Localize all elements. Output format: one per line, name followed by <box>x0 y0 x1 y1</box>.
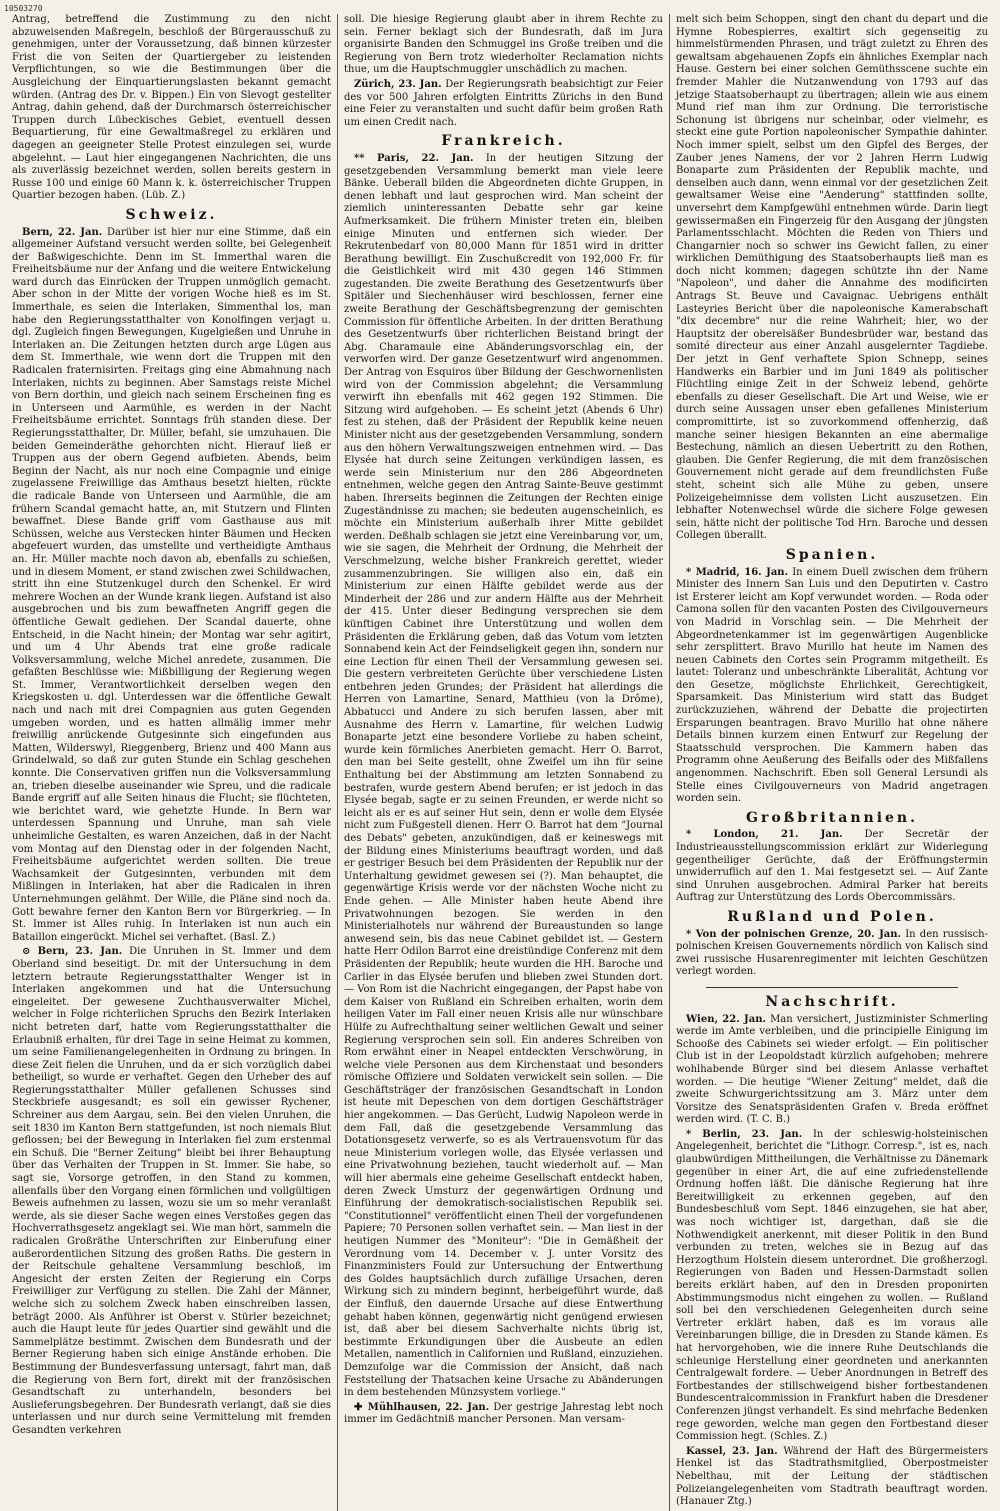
dateline: ✚ Mühlhausen, 22. Jan. <box>354 1401 490 1413</box>
paragraph-text: Während der Haft des Bürgermeisters Henkel ist das Stadtrathsmitglied, Oberpostmeister Nebelthau, mit der Leitung der städtischen Polizeiangelegenheiten vom Stadtrath beauftragt worden. (Hanauer Ztg.) <box>676 1445 988 1508</box>
article-paragraph <box>12 946 331 1437</box>
column-1 <box>6 14 338 1511</box>
section-divider <box>706 987 958 988</box>
section-heading: Nachschrift. <box>765 993 899 1010</box>
dateline: Bern, 22. Jan. <box>22 226 103 238</box>
paragraph-text: Der Regierungsrath beabsichtigt zur Feier des vor 500 Jahren erfolgten Eintritts Zürichs in den Bund eine Feier zu veranstalten und sucht dafür beim großen Rath um einen Credit nach. <box>344 78 663 128</box>
dateline: * London, 21. Jan. <box>686 829 843 841</box>
section-heading: Rußland und Polen. <box>727 908 937 925</box>
paragraph-text: melt sich beim Schoppen, singt den chant du depart und die Hymne Robespierres, exaltirt sich gegenseitig zu himmelstürmenden Phrasen, und trägt zuletzt zu Ehren des gewaltsam abgehauenen Zopfs ein ähnliches Exemplar nach Hause. Gestern bei einer solchen Gemüthsscene suchte ein fremder Mahler die Nutzanwendung von 1793 auf das jetzige Staatsoberhaupt zu übertragen; allein wie aus einem Mund rief man ihm zur Ordnung. Die terroristische Schonung ist übrigens nur scheinbar, oder vielmehr, es steckt eine gute Portion napoleonischer Sympathie dahinter. Noch immer spielt, selbst um den Gipfel des Berges, der Zauber jenes Namens, der vor 2 Jahren Herrn Ludwig Bonaparte zum Präsidenten der Republik machte, und denselben auch dann, wenn einmal vor der gesetzlichen Zeit gewaltsamer Weise eine "Aenderung" stattfinden sollte, unversehrt dem Kampfgewühl entnehmen würde. Darin liegt gewissermaßen ein Fingerzeig für den Ausgang der jüngsten Parlamentsschlacht. Möchten die Reden von Thiers und Changarnier noch so schwer ins Gewicht fallen, zu einer wirklichen Demüthigung des Staatsoberhaupts ließ man es doch nicht kommen; dagegen schützte ihn der Name "Napoleon", und daher die Annahme des modificirten Antrags St. Beuve und Cavaignac. Uebrigens enthält Lasteyries Bericht über die napoleonische Kamerabschaft "dix decembre" nur die reine Wahrheit; hier, wo der Hauptsitz der oberelsäßer Bundesbrüder war, bestand das somité directeur aus einer Anzahl ausgelernter Tagdiebe. Der jetzt in Genf verhaftete Spion Schnepp, seines Handwerks ein Barbier und im Juni 1849 als politischer Flüchtling einige Zeit in der Schweiz lebend, gehörte ebenfalls zu dieser Gesellschaft. Die Art und Weise, wie er durch seine Aussagen unser eben gefallenes Ministerium compromittirte, ist so zuvorkommend offenherzig, daß manche seiner hiesigen Bekannten an eine abermalige Bestechung, nämlich an diesen Uebertritt zu den Rothen, glauben. Die Genfer Regierung, die mit dem französischen Gouvernement nicht gerade auf dem freundlichsten Fuße steht, scheint sich alle Mühe zu geben, unsere Polizeigeheimnisse dem vollsten Licht auszusetzen. Ein lebhafter Notenwechsel würde die sichere Folge gewesen sein, hätte nicht der politische Tod Hrn. Baroche und dessen Collegen überallt. <box>676 14 988 542</box>
dateline: Zürich, 23. Jan. <box>354 78 442 90</box>
article-paragraph <box>344 153 663 1400</box>
column-3 <box>670 14 994 1511</box>
paragraph-text: Antrag, betreffend die Zustimmung zu den nicht abzuweisenden Maßregeln, beschloß der Bürgerausschuß zu genehmigen, unter der Voraussetzung, daß binnen kürzester Frist die von Seiten der Quartiergeber zu leistenden Verpflichtungen, so wie die Bestimmungen über die Ausgleichung der Einquartierungslasten bekannt gemacht würden. (Antrag des Dr. v. Bippen.) Ein von Slevogt gestellter Antrag, dahin gehend, daß der Durchmarsch österreichischer Truppen durch Lübeckisches Gebiet, eventuell dessen Bequartierung, für eine Gewaltmaßregel zu erklären und dagegen an geeigneter Stelle Protest einzulegen sei, wurde abgelehnt. — Laut hier eingegangenen Nachrichten, die uns als zuverlässig bezeichnet werden, sollen bereits gestern in Russe 100 und einige 60 Mann k. k. österreichischer Truppen Quartier bezogen haben. (Lüb. Z.) <box>12 14 331 202</box>
article-paragraph <box>344 1402 663 1427</box>
paragraph-text: soll. Die hiesige Regierung glaubt aber in ihrem Rechte zu sein. Ferner beklagt sich der Bundesrath, daß im Jura organisirte Banden den Schmuggel ins Große treiben und die Regierung von Bern trotz wiederholter Reclamation nichts thue, um die Hauptschmuggler unschädlich zu machen. <box>344 14 663 76</box>
article-paragraph <box>344 79 663 129</box>
dateline: * Berlin, 23. Jan. <box>686 1128 803 1140</box>
section-heading: Großbritannien. <box>746 809 918 826</box>
article-paragraph <box>676 929 988 979</box>
dateline: Kassel, 23. Jan. <box>686 1445 778 1457</box>
dateline: ⊙ Bern, 23. Jan. <box>22 946 123 958</box>
article-paragraph <box>676 1129 988 1444</box>
article-paragraph <box>676 1446 988 1509</box>
page-id: 10503270 <box>4 4 43 13</box>
paragraph-text: Die Unruhen in St. Immer und dem Oberland sind beseitigt. Dr. mit der Untersuchung in dem letztern betraute Regierungsstatthalter Wenger ist in Interlaken angekommen und hat die Untersuchung eingeleitet. Der gewesene Zuchthausverwalter Michel, welcher in Folge richterlichen Spruchs den Bezirk Interlaken nicht betreten darf, hatte vom Regierungsstatthalter die Erlaubniß erhalten, für drei Tage in seine Heimat zu kommen, um seine Familienangelegenheiten in Ordnung zu bringen. In diese Zeit fielen die Unruhen, und da er sich vorzüglich dabei betheiligt, so wurde er verhaftet. Gegen den Urheber des auf Regierungsstatthalter Müller gefallenen Schusses sind Steckbriefe ausgesandt; es soll ein gewisser Rychener, Schreiner aus dem Aargau, sein. Bei den vielen Unruhen, die seit 1830 im Kanton Bern stattgefunden, ist noch niemals Blut geflossen; bei der Bewegung in Interlaken fiel zum erstenmal ein Schuß. Die "Berner Zeitung" bleibt bei ihrer Behauptung über das Verhalten der Truppen in St. Immer. Sie habe, so sagt sie, Vorsorge getroffen, in den Stand zu kommen, allenfalls über den Vorgang einen förmlichen und vollgültigen Beweis aufnehmen zu lassen, wozu sie um so mehr veranlaßt werde, als sie dieser Sache wegen eines Verstoßes gegen das Hochverrathsgesetz angeklagt sei. Wie man hört, sammeln die radicalen Großräthe Unterschriften zur Einberufung einer außerordentlichen Sitzung des großen Raths. Die gestern in der Reitschule gehaltene Versammlung beschloß, im Angesicht der ersten Zeiten der Regierung ein Corps Freiwilliger zur Verfügung zu stellen. Die Zahl der Männer, welche sich zu solchem Zweck haben einschreiben lassen, beträgt 2000. Als Anführer ist Oberst v. Stürler bezeichnet; auch die Haupt leute für jedes Quartier sind gewählt und die Sammelplätze bestimmt. Zwischen dem Bundesrath und der Berner Regierung haben sich einige Anstände erhoben. Die Bestimmung der Bundesverfassung untersagt, fahrt man, daß die Regierung von Bern fort, direkt mit der französischen Gesandtschaft zu unterhandeln, besonders bei Auslieferungsbegehren. Der Bundesrath verlangt, daß sie dies unterlassen und nur durch seine Vermittelung mit fremden Gesandten verkehren <box>12 946 331 1436</box>
dateline: * Von der polnischen Grenze, 20. Jan. <box>686 928 902 940</box>
paragraph-text: In der schleswig-holsteinischen Angelegenheit, berichtet die "Lithogr. Corresp.", ist es, nach glaubwürdigen Mittheilungen, die Verhältnisse zu Dänemark gegenüber in einer Art, die auf eine zufriedenstellende Ordnung hoffen läßt. Die dänische Regierung hat ihre Bereitwilligkeit zu erkennen gegeben, auf den Bundesbeschluß vom Sept. 1846 einzugehen, sie hat aber, was noch wichtiger ist, dargethan, daß sie die Nothwendigkeit anerkennt, mit dieser Politik in den Bund verbunden zu treten, welches sie in Bezug auf das Herzogthum Holstein diesem unterordnet. Die großherzogl. Regierungen von Baden und Hessen-Darmstadt sollen bereits erklärt haben, auf den in Dresden proponirten Abstimmungsmodus nicht eingehen zu wollen. — Rußland soll bei den verschiedenen Gelegenheiten durch seine Vertreter erklärt haben, daß es im voraus alle Vereinbarungen billige, die in Dresden zu Stande kämen. Es hat hervorgehoben, wie die innere Ruhe Deutschlands die schleunige Herstellung einer geordneten und anerkannten Centralgewalt fordere. — Ueber Anordnungen in Betreff des Fortbestandes der stillschweigend bisher fortbestandenen Bundescentralcommission in Frankfurt haben die Dresdener Conferenzen jüngst verhandelt. Es sind mehrfache Bedenken rege geworden, welche man gegen den Fortbestand dieser Commission hegt. (Schles. Z.) <box>676 1128 989 1443</box>
paragraph-text: In einem Duell zwischen dem frühern Minister des Innern San Luis und den Deputirten v. Castro ist Ersterer leicht am Kopf verwundet worden. — Roda oder Camona sollen für den vacanten Posten des Civilgouverneurs von Madrid in Vorschlag sein. — Die Mehrheit der Abgeordnetenkammer ist im gegenwärtigen Augenblicke sehr zersplittert. Bravo Murillo hat heute im Namen des neuen Cabinets den Cortes sein Programm mitgetheilt. Es lautet: Toleranz und unbeschränkte Liberalität, Achtung vor den Gesetze, möglichste Ehrlichkeit, Gerechtigkeit, Sparsamkeit. Das Ministerium wird statt das Budget zurückzuziehen, während der Debatte die projectirten Ersparungen beantragen. Bravo Murillo hat ohne nähere Details binnen kurzem einen Entwurf zur Regelung der Staatsschuld versprochen. Die Kammern haben das Programm ohne Aeußerung des Beifalls oder des Mißfallens angenommen. Nachschrift. Eben soll General Lersundi als Stelle eines Civilgouverneurs von Madrid angetragen worden sein. <box>676 566 989 805</box>
paragraph-text: Der gestrige Jahrestag lebt noch immer im Gedächtniß mancher Personen. Man versam- <box>344 1401 664 1426</box>
paragraph-text: In der heutigen Sitzung der gesetzgebenden Versammlung bemerkt man viele leere Bänke. Ueberall bilden die Abgeordneten dichte Gruppen, in denen lebhaft und laut gesprochen wird. Man scheint der ziemlich uninteressanten Debatte sehr gar keine Aufmerksamkeit. Die frühern Minister treten ein, bleiben einige Minuten und entfernen sich wieder. Der Rekrutenbedarf von 80,000 Mann für 1851 wird in dritter Berathung bewilligt. Ein Zuschußcredit von 192,000 Fr. für die Geistlichkeit wird mit 430 gegen 146 Stimmen zugestanden. Die zweite Berathung des Gesetzentwurfs über Spitäler und Siechenhäuser wird beschlossen, ferner eine zweite Berathung der Geschäftsbegrenzung der gemischten Commission für öffentliche Arbeiten. In der dritten Berathung des Gesetzentwurfs über richterlichen Beistand bringt der Abg. Charamaule eine Abänderungsvorschlag ein, der verworfen wird. Der ganze Gesetzentwurf wird angenommen. Der Antrag von Esquiros über Bildung der Geschwornenlisten wird von der Commission abgelehnt; die Versammlung verwirft ihn ebenfalls mit 462 gegen 192 Stimmen. Die Sitzung wird aufgehoben. — Es scheint jetzt (Abends 6 Uhr) fest zu stehen, daß der Präsident der Republik keine neuen Minister nicht aus der gesetzgebenden Versammlung, sondern aus den höhern Verwaltungszweigen entnehmen wird. — Das Elysée hat durch seine Zeitungen verkündigen lassen, es werde sein Ministerium nur den 286 Abgeordneten entnehmen, welche gegen den Antrag Sainte-Beuve gestimmt haben. Ihrerseits beginnen die Zeitungen der Rechten einige Zugeständnisse zu machen; sie bedeuten augenscheinlich, es möchte ein Ministerium außerhalb ihrer Mitte gebildet werden. Deßhalb schlagen sie jetzt eine Vereinbarung vor, um, wie sie sagen, die Mehrheit der Ordnung, die Mehrheit der Verschmelzung, welche bisher Frankreich gerettet, wieder zusammenzubringen. Sie willigen also ein, daß ein Ministerium zur einen Hälfte gebildet werde aus der Minderheit der 286 und zur andern Hälfte aus der Mehrheit der 415. Unter dieser Bedingung versprechen sie dem künftigen Cabinet ihre Unterstützung und wollen dem Präsidenten die Erklärung geben, daß das Votum vom letzten Sonnabend kein Act der Feindseligkeit gegen ihn, sondern nur eine Lection für einen Theil der Versammlung gewesen sei. Die gestern verbreiteten Gerüchte über verschiedene Listen entbehren jeden Grundes; der Präsident hat allerdings die Herren von Lamartine, Senard, Matthieu (von la Drôme), Abbatucci und Andere zu sich berufen lassen, aber mit Ausnahme des Herrn v. Lamartine, für welchen Ludwig Bonaparte jetzt eine besondere Vorliebe zu haben scheint, wurde kein förmliches Anerbieten gemacht. Herr O. Barrot, den man bei Seite gestellt, ohne Zweifel um ihn für seine Enthaltung bei der Abstimmung am letzten Sonnabend zu bestrafen, wurde gestern Abend berufen; er ist jedoch in das Elysée begab, sagte er zu seinen Freunden, er werde nicht so leicht als er es auf seiner Hut sein, denn er wolle dem Elysée nicht zum Fußgestell dienen. Herr O. Barrot hat dem "Journal des Debats" gebeten, anzukündigen, daß er keineswegs mit der Bildung eines Ministeriums beauftragt worden, und daß er gestriger Besuch bei dem Präsidenten der Republik nur der Unterhaltung gewidmet gewesen sei (?). Man behauptet, die gegenwärtige Krisis werde vor der nächsten Woche nicht zu Ende gehen. — Alle Minister haben heute Abend ihre Privatwohnungen bezogen. Sie werden in den Ministerialhotels nur während der Bureaustunden so lange anwesend sein, bis das neue Cabinet gebildet ist. — Gestern hatte Herr Odilon Barrot eine dreistündige Conferenz mit dem Präsidenten der Republik; heute wurden die HH. Baroche und Carlier in das Elysée berufen und blieben zwei Stunden dort. — Von Rom ist die Nachricht eingegangen, der Papst habe von dem Kaiser von Rußland ein Schreiben erhalten, worin dem heiligen Vater im Fall einer neuen Krisis alle nur wünschbare Hülfe zu Aufrechthaltung seiner weltlichen Gewalt und seiner Regierung versprochen sein soll. Ein anderes Schreiben von Rom erwähnt einer in Neapel entdeckten Verschwörung, in welche viele Personen aus dem Kirchenstaat und besonders römische Offiziere und Soldaten verwickelt sein sollen. — Die Geschäftsträger der französischen Gesandtschaft in London ist heute mit Depeschen von dem dortigen Geschäftsträger hier angekommen. — Das Gerücht, Ludwig Napoleon werde in dem Fall, daß die gesetzgebende Versammlung das Dotationsgesetz verwerfe, so es als Vertrauensvotum für das neue Ministerium vorlegen wolle, das Elysée verlassen und eine Privatwohnung beziehen, taucht wiederholt auf. — Man will hier abermals eine geheime Gesellschaft entdeckt haben, deren Zweck Umsturz der gegenwärtigen Ordnung und Einführung der demokratisch-socialistischen Republik sei. "Constitutionnel" veröffentlicht einen Theil der vorgefundenen Papiere; 70 Personen sollen verhaftet sein. — Man liest in der heutigen Nummer des "Moniteur": "Die in Gemäßheit der Verordnung vom 14. December v. J. unter Vorsitz des Finanzministers Fould zur Untersuchung der Entwerthung des Goldes hauptsächlich durch zufällige Ursachen, deren Wirkung sich zu mindern beginnt, herbeigeführt wurde, daß der Einfluß, den dauernde Ursache auf diese Entwerthung gehabt haben können, gegenwärtig nicht genügend erwiesen ist, daß aber bei diesem Sachverhalte nichts übrig ist, bestimmte Erkundigungen über die Ausbeute an edlen Metallen, namentlich in Californien und Rußland, einzuziehen. Demzufolge war die Commission der Ansicht, daß nach Feststellung der Thatsachen keine Ursache zu Abänderungen in dem bestehenden Münzsystem vorliege." <box>344 152 663 1399</box>
section-heading: Schweiz. <box>125 206 218 223</box>
dateline: * Madrid, 16. Jan. <box>686 566 789 578</box>
paragraph-text: Darüber ist hier nur eine Stimme, daß ein allgemeiner Aufstand versucht werden sollte, bei Gelegenheit der Baßwigeschichte. Denn im St. Immerthal waren die Freiheitsbäume nur der Anfang und die weitere Entwickelung ward durch das Einrücken der Truppen unmöglich gemacht. Aber schon in der Mitte der vorigen Woche hieß es im St. Immerthale, es seien die Interlaken, Simmenthal los, man habe den Regierungsstatthalter von Konolfingen verjagt u. dgl. Zugleich fingen Bewegungen, Kugelgießen und Unruhe in Interlaken an. Die Zeitungen hetzten durch arge Lügen aus dem St. Immerthale, wie wenn dort die Truppen mit den Radicalen fraternisirten. Freitags ging eine Abmahnung nach Interlaken, nichts zu beginnen. Aber Samstags reiste Michel von Bern dorthin, und gleich nach seinem Erscheinen fing es in Unterseen und Aarmühle, es werden in der Nacht Freiheitsbäume errichtet. Sonntags früh standen diese. Der Regierungsstatthalter, Dr. Müller, befahl, sie umzuhauen. Die beiden Gemeinderäthe gehorchten nicht. Hierauf ließ er Truppen aus der obern Gegend aufbieten. Abends, beim Beginn der Nacht, als nur noch eine Compagnie und einige zugelassene Freiwillige das Amthaus besetzt hielten, rückte die radicale Bande von Unterseen und Aarmühle, die am frühern Scandal gemacht hatte, an, mit Stutzern und Flinten bewaffnet. Diese Bande griff vom Gasthause aus mit Schüssen, welche aus Verstecken hinter Bäumen und Hecken abgefeuert wurden, das umstellte und vertheidigte Amthaus an. Hr. Müller machte noch davon ab, ebenfalls zu schießen, und in diesem Moment, er stand zwischen zwei Schildwachen, stritt ihn eine Stutzenkugel durch den Schenkel. Er wird mehrere Wochen an der Wunde krank liegen. Aufstand ist also ausgebrochen und bis zum bewaffneten Angriff gegen die öffentliche Gewalt gediehen. Der Scandal dauerte, ohne Entscheid, in die Nacht hinein; der Montag war sehr agitirt, und um 4 Uhr Abends trat eine große radicale Volksversammlung, welche Michel anredete, zusammen. Die gefaßten Beschlüsse wie: Mißbilligung der Regierung wegen St. Immer, Verantwortlichkeit derselben wegen den Kriegskosten u. dgl. Unterdessen war die öffentliche Gewalt nach und nach mit drei Compagnien aus guten Gegenden umgeben worden, und es hatten allmälig immer mehr freiwillig anrückende Gutgesinnte sich eingefunden aus Matten, Wilderswyl, Rieggenberg, Brienz und 400 Mann aus Grindelwald, so daß zur guten Stunde ein Schlag geschehen konnte. Die Conservativen griffen nun die Volksversammlung an, trieben dieselbe auseinander wie Spreu, und die radicale Bande ergriff auf alle Seiten hinaus die Flucht; sie flüchteten, wie berichtet ward, wie gehetzte Hunde. In Bern war unterdessen Spannung und Unruhe, man sah viele unheimliche Gestalten, es waren Anzeichen, daß in der Nacht vom Montag auf den Dienstag oder in der folgenden Nacht, Freiheitsbäume aufgerichtet werden sollten. Die treue Wachsamkeit der Gutgesinnten, verbunden mit dem Mißlingen in Interlaken, hat aber die Radicalen in ihren Unternehmungen gelähmt. Der Wille, die Pläne sind noch da. Gott bewahre ferner den Kanton Bern vor Bürgerkrieg. — In St. Immer ist Alles ruhig. In Interlaken ist nun auch ein Bataillon eingerückt. Michel sei verhaftet. (Basl. Z.) <box>12 226 331 943</box>
section-heading: Spanien. <box>785 546 879 563</box>
dateline: ** Paris, 22. Jan. <box>354 152 474 164</box>
article-paragraph <box>676 567 988 806</box>
article-paragraph <box>676 829 988 905</box>
paragraph-text: Der Secretär der Industrieausstellungscommission erklärt zur Widerlegung gegentheiliger Gerüchte, daß der Eröffnungstermin unwiderruflich auf den 1. Mai festgesetzt sei. — Auf Zante sind Unruhen ausgebrochen. Admiral Parker hat bereits Auftrag zur Unterstützung des Lords Obercommissärs. <box>676 829 988 904</box>
dateline: Wien, 22. Jan. <box>686 1013 767 1025</box>
newspaper-columns <box>6 14 994 1508</box>
paragraph-text: In den russisch-polnischen Kreisen Gouvernements nördlich von Kalisch sind zwei russische Husarenregimenter mit leichten Geschützen verlegt worden. <box>676 928 988 978</box>
article-paragraph <box>12 14 331 203</box>
article-paragraph <box>344 14 663 77</box>
article-paragraph <box>676 1014 988 1127</box>
paragraph-text: Man versichert, Justizminister Schmerling werde im Amte verbleiben, und die principielle Einigung im Schooße des Cabinets sei wieder erfolgt. — Ein politischer Club ist in der Leopoldstadt kürzlich aufgehoben; mehrere wohlhabende Bürger sind bei diesem Anlasse verhaftet worden. — Die heutige "Wiener Zeitung" meldet, daß die zweite Schwurgerichtssitzung am 3. März unter dem Vorsitze des Senatspräsidenten Grafen v. Breda eröffnet werden wird. (T. C. B.) <box>676 1013 988 1126</box>
article-paragraph <box>676 14 988 543</box>
article-paragraph <box>12 227 331 945</box>
column-2 <box>338 14 670 1511</box>
section-heading: Frankreich. <box>441 133 566 150</box>
